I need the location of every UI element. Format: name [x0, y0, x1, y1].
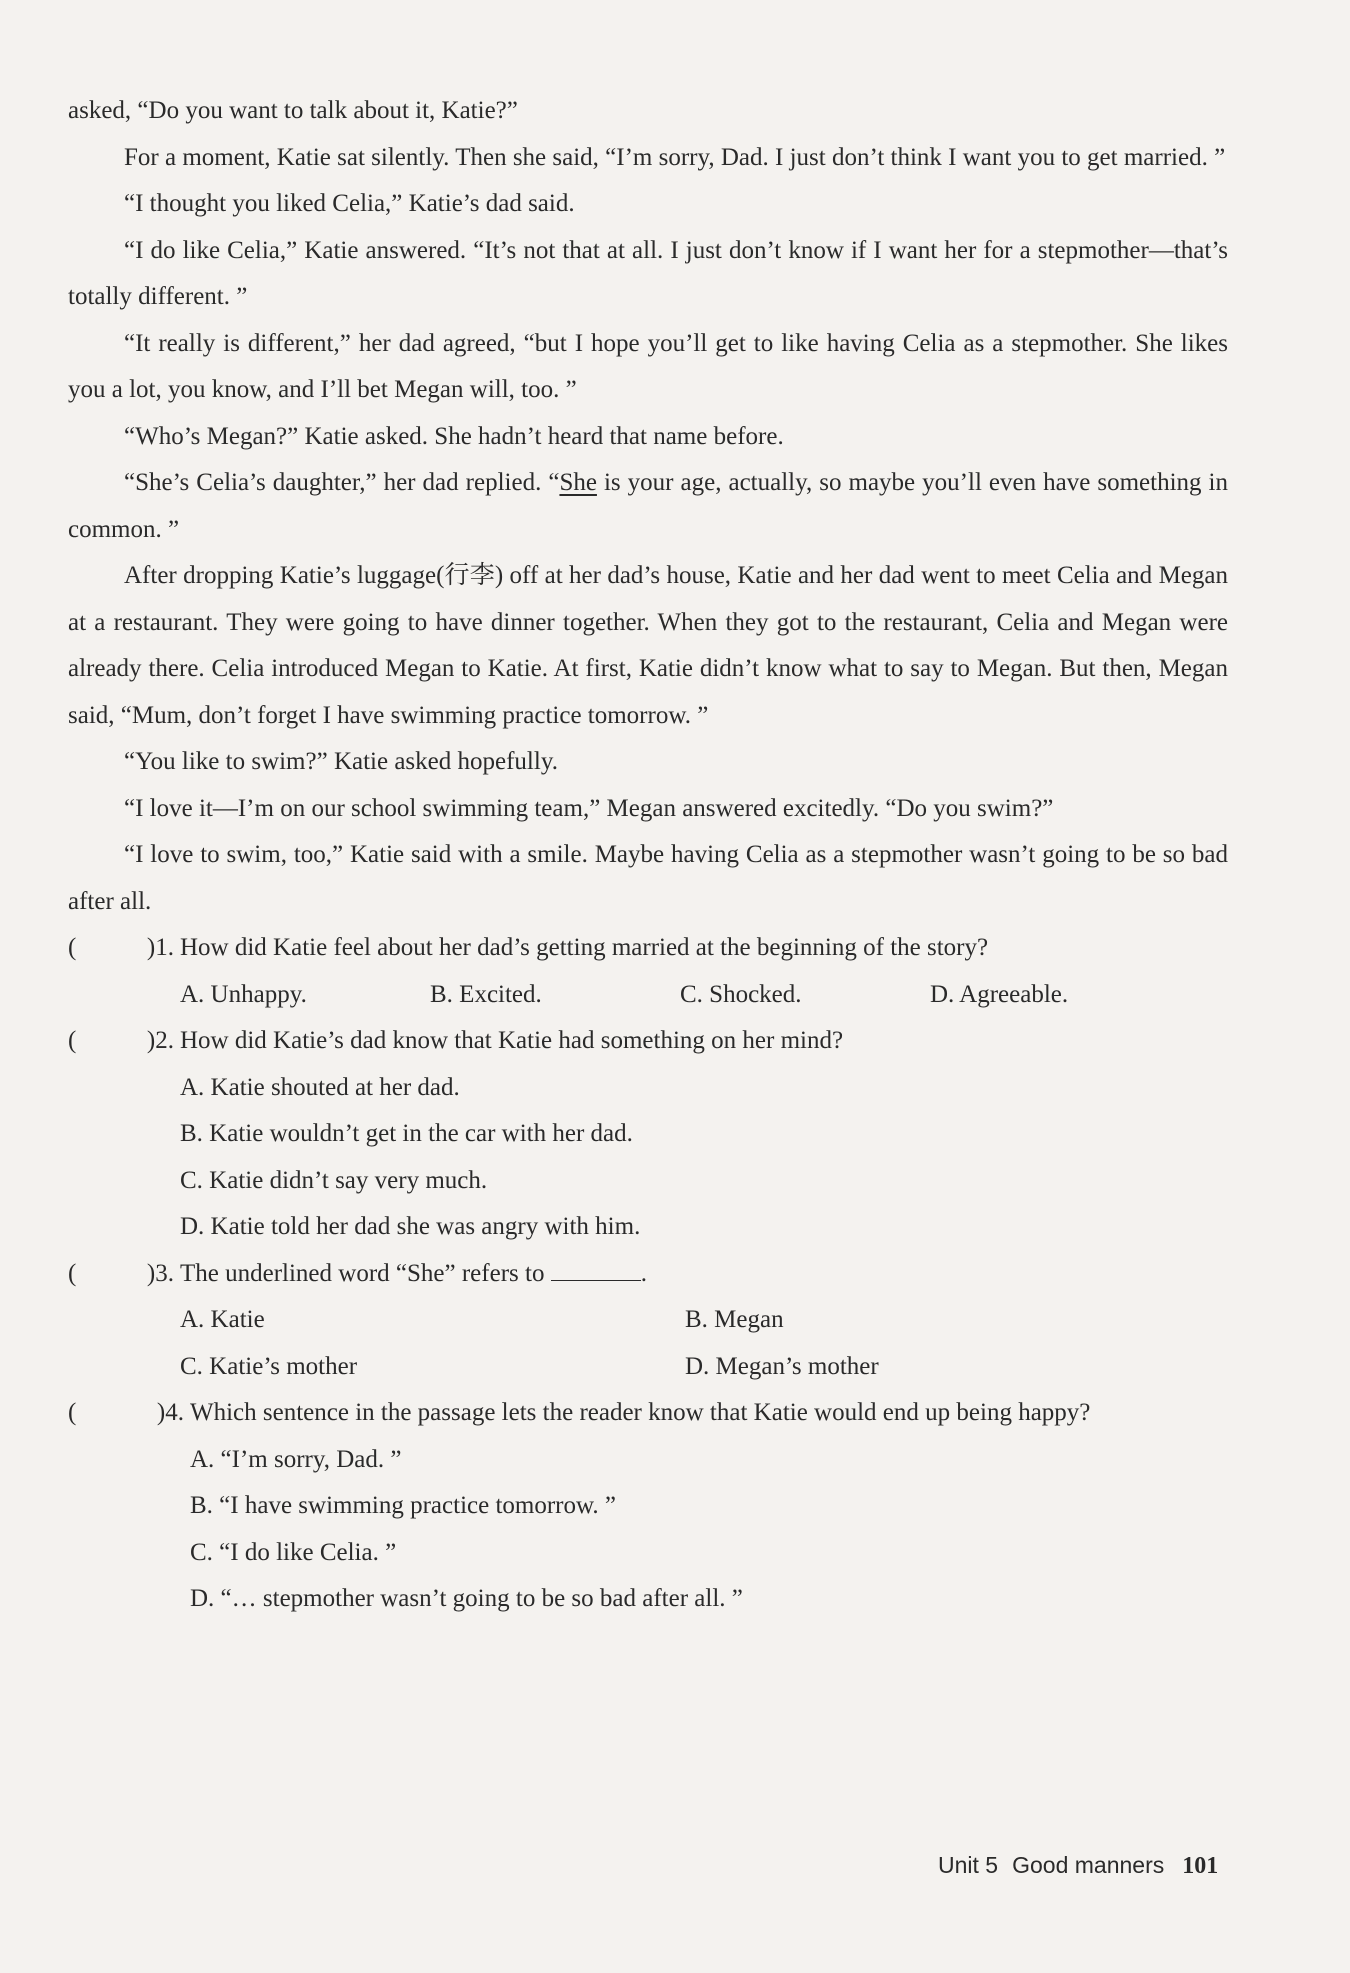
option-d[interactable]: D. Agreeable. — [930, 980, 1069, 1008]
option-b[interactable]: B. Katie wouldn’t get in the car with her dad. — [180, 1120, 633, 1147]
option-c[interactable]: C. Katie’s mother — [180, 1352, 358, 1380]
question-stem: How did Katie feel about her dad’s getting married at the beginning of the story? — [180, 934, 989, 961]
answer-blank[interactable]: ( )3. — [68, 1259, 174, 1287]
paragraph: asked, “Do you want to talk about it, Katie?” — [68, 97, 518, 124]
paragraph: “I thought you liked Celia,” Katie’s dad said. — [124, 190, 575, 217]
answer-blank[interactable]: ( )2. — [68, 1027, 174, 1054]
question-3 — [68, 1251, 1228, 1391]
option-d[interactable]: D. Katie told her dad she was angry with him. — [180, 1213, 641, 1240]
option-c[interactable]: C. Shocked. — [680, 980, 802, 1008]
paragraph: “I love to swim, too,” Katie said with a smile. Maybe having Celia as a stepmother wasn’t going to be so bad after all. — [68, 841, 1228, 915]
option-d[interactable]: D. “… stepmother wasn’t going to be so bad after all. ” — [190, 1585, 743, 1612]
paragraph: “You like to swim?” Katie asked hopefully. — [124, 748, 558, 775]
option-a[interactable]: A. Katie shouted at her dad. — [180, 1073, 460, 1101]
unit-label: Unit 5 — [938, 1852, 999, 1878]
answer-blank[interactable]: ( )1. — [68, 934, 174, 961]
answer-blank[interactable]: ( )4. — [68, 1399, 184, 1426]
paragraph: After dropping Katie’s luggage(行李) off at her dad’s house, Katie and her dad went to meet Celia and Megan at a restaurant. They were going to have dinner together. When they got to the restaurant, Celia and Megan were already there. Celia introduced Megan to Katie. At first, Katie didn’t know what to say to Megan. But then, Megan said, “Mum, don’t forget I have swimming practice tomorrow. ” — [68, 562, 1228, 729]
text: “She’s Celia’s daughter,” her dad replied. “ — [124, 469, 560, 496]
option-c[interactable]: C. “I do like Celia. ” — [190, 1538, 397, 1566]
underlined-word: She — [559, 469, 597, 496]
paragraph: “It really is different,” her dad agreed, “but I hope you’ll get to like having Celia as a stepmother. She likes you a lot, you know, and I’ll bet Megan will, too. ” — [68, 329, 1228, 403]
option-a[interactable]: A. Unhappy. — [180, 980, 307, 1008]
paragraph: For a moment, Katie sat silently. Then she said, “I’m sorry, Dad. I just don’t think I want you to get married. ” — [124, 143, 1226, 171]
fill-blank[interactable] — [551, 1254, 641, 1281]
option-b[interactable]: B. Megan — [685, 1306, 784, 1333]
question-4 — [68, 1390, 1228, 1623]
unit-title: Good manners — [1012, 1852, 1165, 1878]
option-row — [68, 1344, 1228, 1391]
option-c[interactable]: C. Katie didn’t say very much. — [180, 1166, 488, 1194]
reading-passage — [68, 88, 1228, 1623]
question-1 — [68, 925, 1228, 1018]
paragraph: “Who’s Megan?” Katie asked. She hadn’t heard that name before. — [124, 422, 784, 450]
page-footer — [938, 1852, 1218, 1880]
option-row — [68, 1297, 1228, 1344]
question-stem: Which sentence in the passage lets the reader know that Katie would end up being happy? — [190, 1399, 1091, 1426]
question-2 — [68, 1018, 1228, 1251]
option-b[interactable]: B. “I have swimming practice tomorrow. ” — [190, 1492, 617, 1519]
text: is your age, actually, so maybe you’ll even have something in common. ” — [68, 469, 1228, 543]
option-a[interactable]: A. Katie — [180, 1306, 265, 1333]
option-b[interactable]: B. Excited. — [430, 980, 542, 1008]
paragraph: “I love it—I’m on our school swimming team,” Megan answered excitedly. “Do you swim?” — [124, 794, 1054, 822]
option-row — [68, 972, 1228, 1019]
question-stem: The underlined word “She” refers to . — [180, 1260, 647, 1287]
option-a[interactable]: A. “I’m sorry, Dad. ” — [190, 1445, 402, 1473]
option-d[interactable]: D. Megan’s mother — [685, 1352, 879, 1380]
paragraph: “I do like Celia,” Katie answered. “It’s not that at all. I just don’t know if I want her for a stepmother—that’s totally different. ” — [68, 236, 1228, 310]
paragraph — [68, 460, 1228, 553]
page-number: 101 — [1182, 1853, 1219, 1879]
question-stem: How did Katie’s dad know that Katie had something on her mind? — [180, 1027, 844, 1054]
